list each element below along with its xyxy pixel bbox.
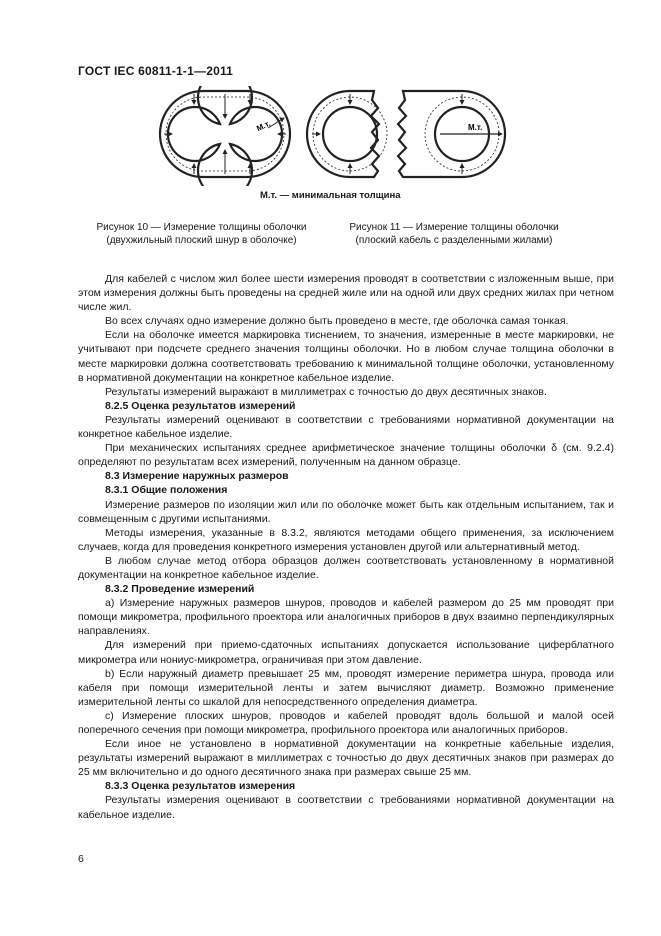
mt-label-fig11: М.т. [468,123,483,132]
paragraph: Методы измерения, указанные в 8.3.2, являются методами общего применения, за исключением случаев, когда для проведения конкретного измерения установлен другой или альтернативный метод. [78,526,614,553]
figure10-caption-line2: (двухжильный плоский шнур в оболочке) [106,235,297,246]
section-heading: 8.3.3 Оценка результатов измерения [105,780,296,793]
figure11-caption-line2: (плоский кабель с разделенными жилами) [355,235,553,246]
paragraph: Для измерений при приемо-сдаточных испытаниях допускается использование циферблатного микрометра или нониус-микрометра, ограничивая при этом давление. [78,639,614,666]
document-header: ГОСТ IEC 60811-1-1—2011 [78,64,234,78]
section-heading: 8.2.5 Оценка результатов измерений [105,399,296,412]
paragraph: с) Измерение плоских шнуров, проводов и кабелей проводят вдоль большой и малой осей поперечного сечения при помощи микрометра, профильного проектора или аналогичных приборов. [78,709,614,736]
figure-legend-note: М.т. — минимальная толщина [260,190,401,201]
paragraph: Если на оболочке имеется маркировка тиснением, то значения, измеренные в месте маркировки, не учитывают при подсчете среднего значения толщины оболочки. Но в любом случае толщина оболочки в месте маркировки должна соответствовать требованию к минимальной толщине оболочки, установленному в нормативной документации на конкретное кабельное изделие. [78,329,614,384]
paragraph: Если иное не установлено в нормативной документации на конкретные кабельные изделия, результаты измерений выражают в миллиметрах с точностью до двух десятичных знаков при размерах до 25 мм включительно и до одного десятичного знака при размерах свыше 25 мм. [78,738,614,779]
paragraph: b) Если наружный диаметр превышает 25 мм, проводят измерение периметра шнура, провода или кабеля при помощи измерительной ленты и затем вычисляют диаметр. Возможно применение измерительной ленты со шкалой для непосредственного определения диаметра. [78,667,614,708]
figure10-caption [84,221,319,247]
paragraph: В любом случае метод отбора образцов должен соответствовать установленному в нормативной документации на конкретное кабельное изделие. [78,554,614,581]
figure11-caption [334,221,574,247]
section-heading: 8.3 Измерение наружных размеров [105,470,289,483]
paragraph: Во всех случаях одно измерение должно быть проведено в месте, где оболочка самая тонкая. [105,315,569,328]
figure10-drawing [160,86,290,186]
paragraph: а) Измерение наружных размеров шнуров, проводов и кабелей размером до 25 мм проводят при помощи микрометра, профильного проектора или аналогичных приборов в двух взаимно перпендикулярных направлениях. [78,597,614,638]
figures-area [150,86,530,206]
paragraph: Результаты измерения оценивают в соответствии с требованиями нормативной документации на кабельное изделие. [78,794,614,821]
body-text [78,272,614,822]
cable-cross-section-diagram [150,86,530,186]
figure11-drawing [307,91,505,177]
paragraph: При механических испытаниях среднее арифметическое значение толщины оболочки δ (см. 9.2.4) определяют по результатам всех измерений, полученным на данном образце. [78,442,614,469]
page-number: 6 [78,853,84,865]
figure10-caption-line1: Рисунок 10 — Измерение толщины оболочки [96,222,307,233]
paragraph: Результаты измерений выражают в миллиметрах с точностью до двух десятичных знаков. [105,385,547,398]
mt-label-fig10: М.т. [255,118,272,134]
paragraph: Для кабелей с числом жил более шести измерения проводят в соответствии с изложенным выше, при этом измерения должны быть проведены на средней жиле или на одной или двух средних жилах при четном числе жил. [78,273,614,314]
section-heading: 8.3.2 Проведение измерений [105,583,255,596]
section-heading: 8.3.1 Общие положения [105,484,228,497]
figure11-caption-line1: Рисунок 11 — Измерение толщины оболочки [349,222,559,233]
paragraph: Результаты измерений оценивают в соответствии с требованиями нормативной документации на конкретное кабельное изделие. [78,413,614,441]
paragraph: Измерение размеров по изоляции жил или по оболочке может быть как отдельным испытанием, так и совмещенным с другими испытаниями. [78,498,614,525]
